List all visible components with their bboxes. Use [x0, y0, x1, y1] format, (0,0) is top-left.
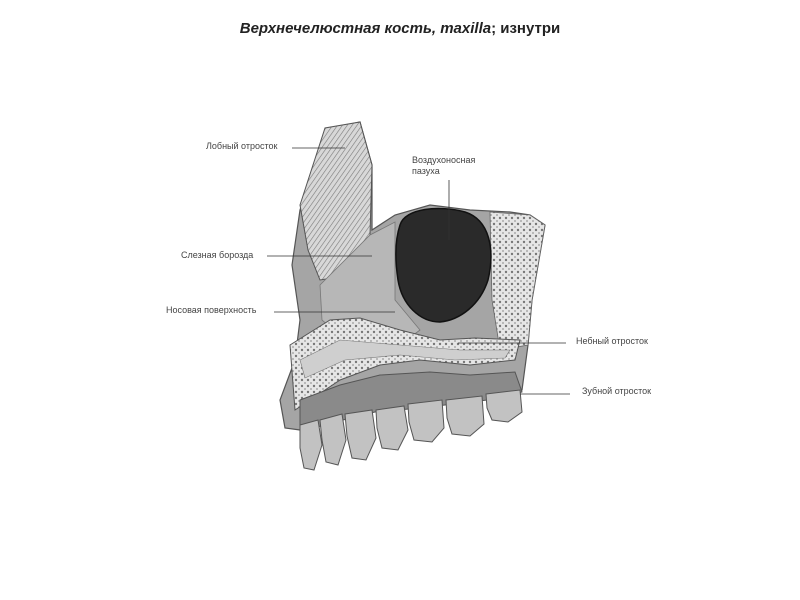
label-sinus-line1: Воздухоносная — [412, 155, 476, 165]
title-suffix: ; изнутри — [491, 20, 561, 37]
spongy-edge-shape — [490, 212, 545, 350]
label-palatine-process: Небный отросток — [576, 336, 648, 346]
label-sinus-line2: пазуха — [412, 166, 440, 176]
title-latin: maxilla — [440, 20, 492, 37]
label-alveolar-process: Зубной отросток — [582, 386, 652, 396]
label-lacrimal-groove: Слезная борозда — [181, 250, 254, 260]
label-nasal-surface: Носовая поверхность — [166, 305, 257, 315]
title-main: Верхнечелюстная кость, — [239, 20, 441, 37]
label-frontal-process: Лобный отросток — [206, 141, 278, 151]
